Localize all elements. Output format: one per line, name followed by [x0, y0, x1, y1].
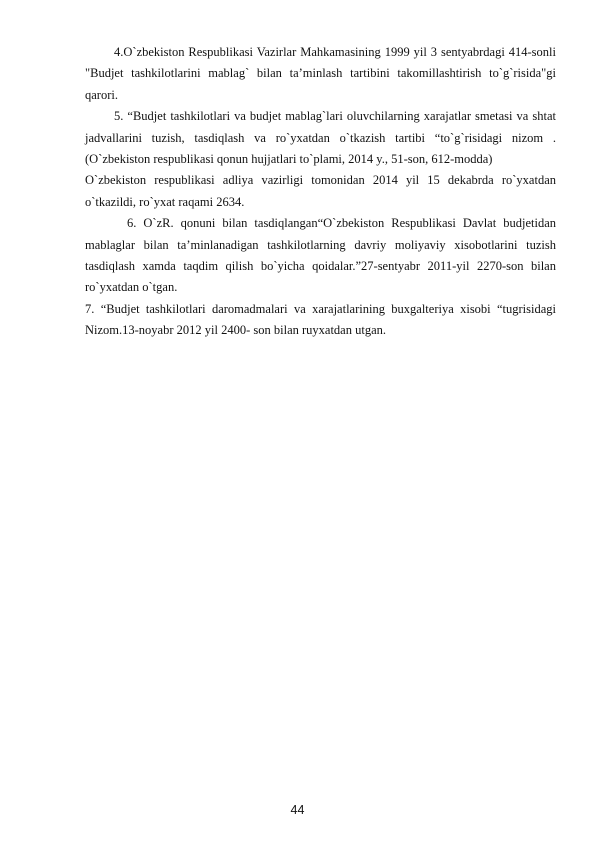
paragraph-item-6: 6. O`zR. qonuni bilan tasdiqlangan“O`zbekiston Respublikasi Davlat budjetidan mablaglar bilan ta’minlanadigan tashkilotlarning davriy moliyaviy xisobotlarini tuzish tasdiqlash xamda taqdim qilish bo`yicha qoidalar.”27-sentyabr 2011-yil 2270-son bilan ro`yxatdan o`tgan.	[85, 216, 556, 295]
page-number: 44	[290, 803, 305, 817]
paragraph-item-7: 7. “Budjet tashkilotlari daromadmalari va xarajatlarining buxgalteriya xisobi “tugrisidagi Nizom.13-noyabr 2012 yil 2400- son bilan ruyxatdan utgan.	[85, 301, 556, 338]
paragraph-item-5: 5. “Budjet tashkilotlari va budjet mablag`lari oluvchilarning xarajatlar smetasi va shtat jadvallarini tuzish, tasdiqlash va ro`yxatdan o`tkazish tartibi “to`g`risidagi nizom .(O`zbekiston respublikasi qonun hujjatlari to`plami, 2014 y., 51-son, 612-modda)	[85, 109, 556, 167]
paragraph-item-5-registration: O`zbekiston respublikasi adliya vazirligi tomonidan 2014 yil 15 dekabrda ro`yxatdan o`tkazildi, ro`yxat raqami 2634.	[85, 173, 556, 209]
document-body	[85, 42, 556, 342]
paragraph-item-4: 4.O`zbekiston Respublikasi Vazirlar Mahkamasining 1999 yil 3 sentyabrdagi 414-sonli "Budjet tashkilotlarini mablag` bilan ta’minlash tartibini takomillashtirish to`g`risida"gi qarori.	[85, 45, 556, 102]
